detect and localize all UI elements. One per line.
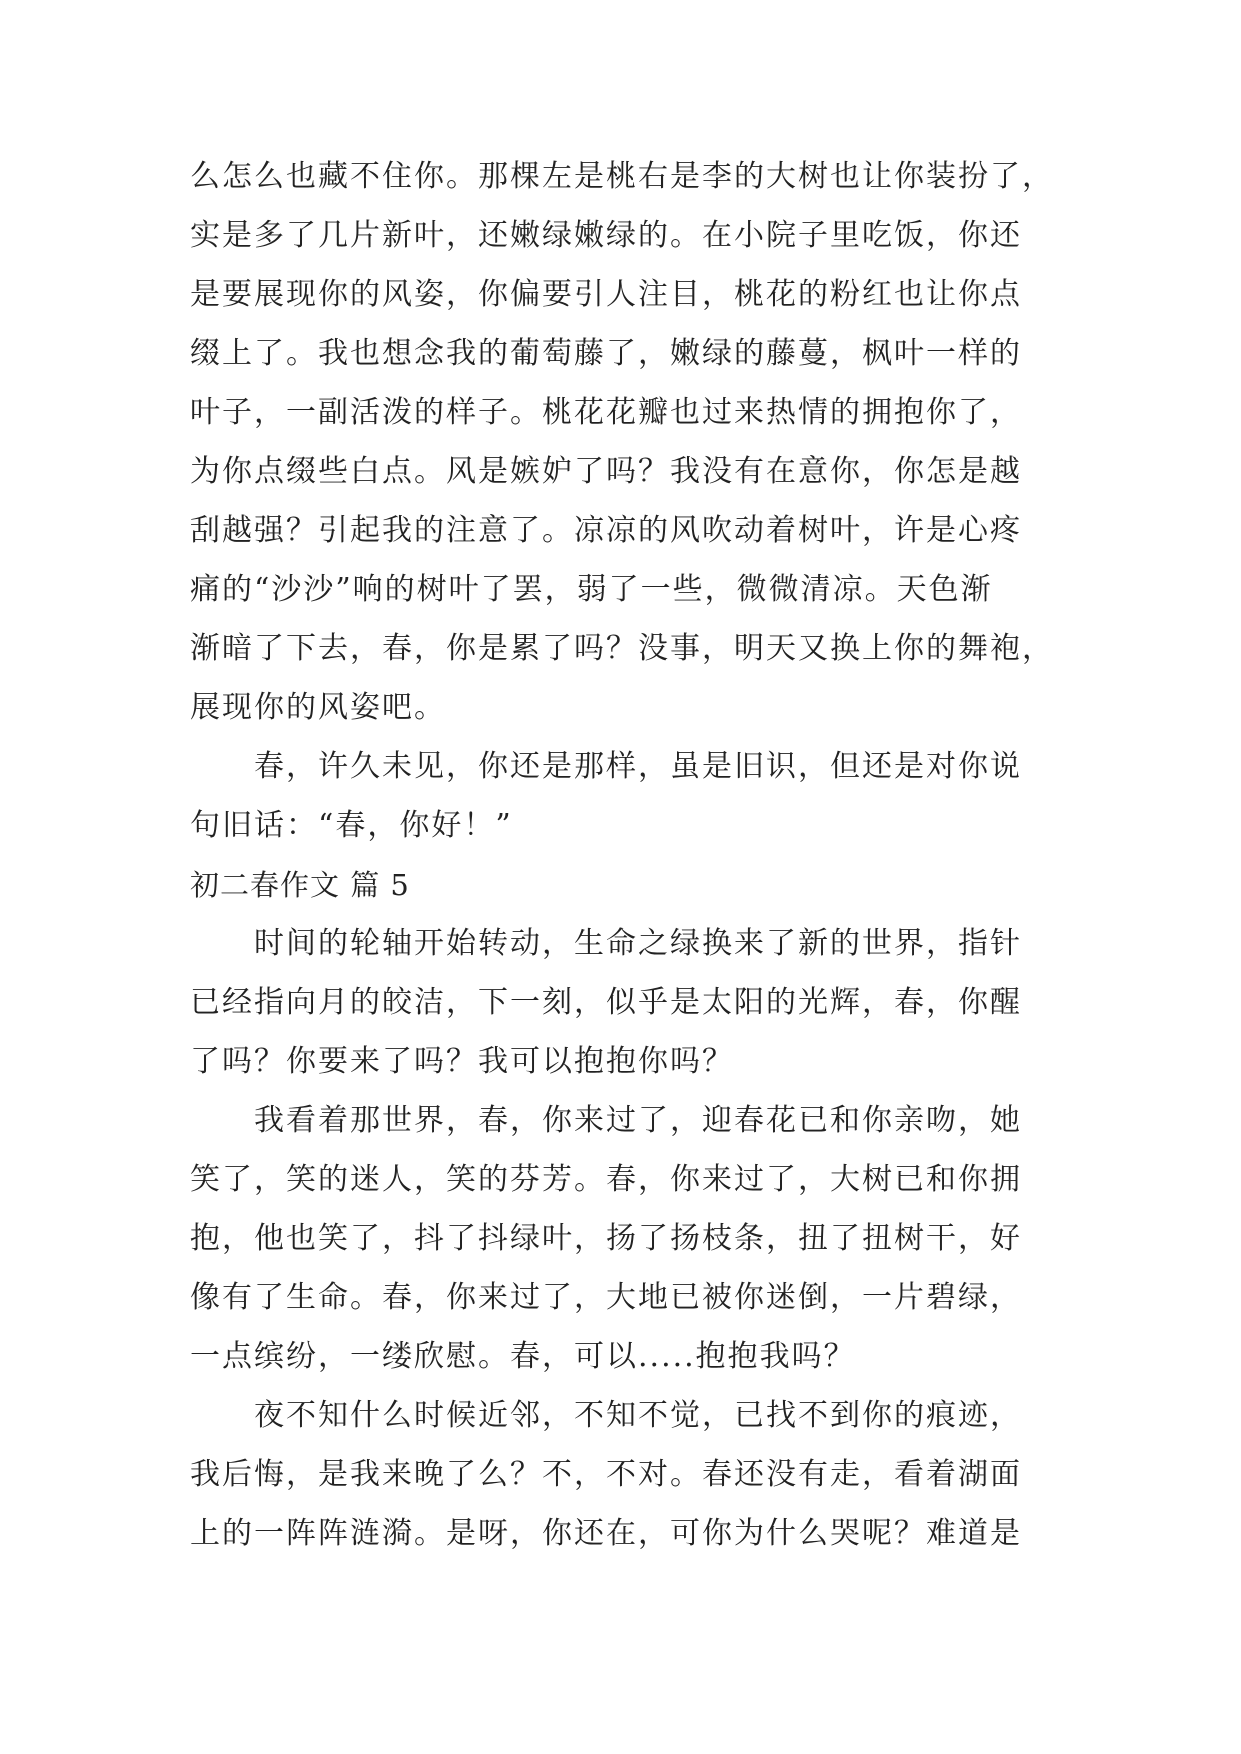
text-line: 缀上了。我也想念我的葡萄藤了，嫩绿的藤蔓，枫叶一样的 [190,336,1022,371]
text-line: 上的一阵阵涟漪。是呀，你还在，可你为什么哭呢？难道是 [190,1516,1022,1551]
text-line: 为你点缀些白点。风是嫉妒了吗？我没有在意你，你怎是越 [190,454,1022,489]
text-line: 是要展现你的风姿，你偏要引人注目，桃花的粉红也让你点 [190,277,1022,312]
text-line: 实是多了几片新叶，还嫩绿嫩绿的。在小院子里吃饭，你还 [190,218,1022,253]
text-line: 我后悔，是我来晚了么？不，不对。春还没有走，看着湖面 [190,1457,1022,1492]
text-line: 展现你的风姿吧。 [190,690,446,725]
paragraph-start-line: 春，许久未见，你还是那样，虽是旧识，但还是对你说 [254,749,1022,784]
text-line: 渐暗了下去，春，你是累了吗？没事，明天又换上你的舞袍， [190,631,1054,666]
text-line: 了吗？你要来了吗？我可以抱抱你吗？ [190,1044,734,1079]
paragraph-start-line: 我看着那世界，春，你来过了，迎春花已和你亲吻，她 [254,1103,1022,1138]
paragraph-start-line: 夜不知什么时候近邻，不知不觉，已找不到你的痕迹， [254,1398,1022,1433]
text-line: 笑了，笑的迷人，笑的芬芳。春，你来过了，大树已和你拥 [190,1162,1022,1197]
paragraph-start-line: 时间的轮轴开始转动，生命之绿换来了新的世界，指针 [254,926,1022,961]
section-heading: 初二春作文 篇 5 [190,868,410,902]
text-line: 已经指向月的皎洁，下一刻，似乎是太阳的光辉，春，你醒 [190,985,1022,1020]
text-line: 刮越强？引起我的注意了。凉凉的风吹动着树叶，许是心疼 [190,513,1022,548]
document-body [190,158,1090,1574]
text-line: 像有了生命。春，你来过了，大地已被你迷倒，一片碧绿， [190,1280,1022,1315]
text-line: 痛的“沙沙”响的树叶了罢，弱了一些，微微清凉。天色渐 [190,572,993,607]
text-line: 一点缤纷，一缕欣慰。春，可以.....抱抱我吗？ [190,1339,856,1374]
text-line: 句旧话：“春，你好！” [190,808,513,843]
text-line: 么怎么也藏不住你。那棵左是桃右是李的大树也让你装扮了， [190,159,1054,194]
text-line: 抱，他也笑了，抖了抖绿叶，扬了扬枝条，扭了扭树干，好 [190,1221,1022,1256]
text-line: 叶子，一副活泼的样子。桃花花瓣也过来热情的拥抱你了， [190,395,1022,430]
